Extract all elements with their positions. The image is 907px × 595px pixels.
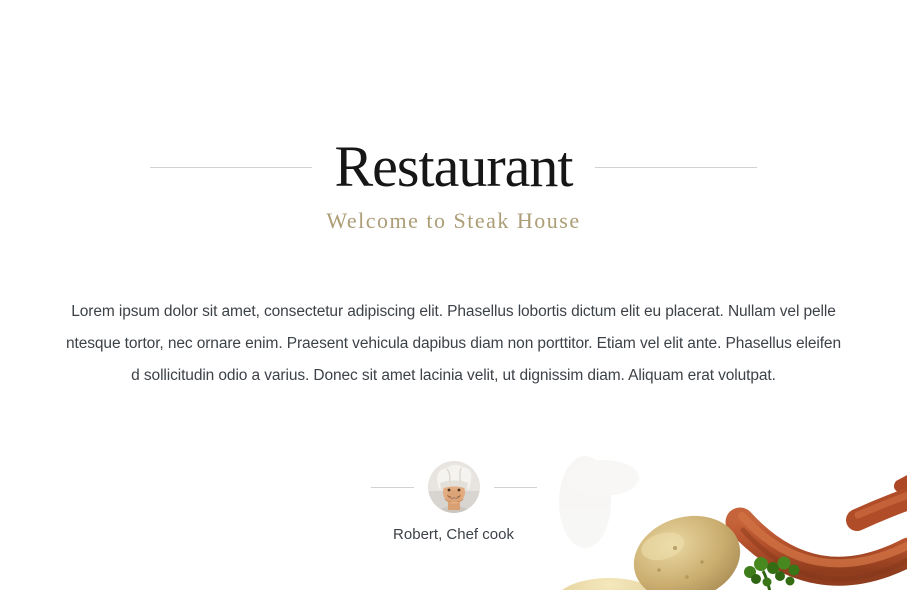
chef-avatar-photo bbox=[428, 461, 480, 513]
intro-line-1: Lorem ipsum dolor sit amet, consectetur adipiscing elit. Phasellus lobortis dictum elit eu placerat. Nullam vel pelle bbox=[71, 303, 836, 320]
food-photo bbox=[537, 430, 907, 590]
intro-line-2: ntesque tortor, nec ornare enim. Praesent vehicula dapibus diam non porttitor. Etiam vel elit ante. Phasellus eleifen bbox=[66, 335, 841, 352]
chef-divider-right bbox=[494, 487, 537, 488]
chef-caption: Robert, Chef cook bbox=[393, 526, 514, 543]
intro-paragraph bbox=[0, 296, 907, 392]
chef-portrait-icon bbox=[428, 461, 480, 513]
chef-divider-left bbox=[371, 487, 414, 488]
title-divider-left bbox=[150, 167, 312, 168]
soft-shadow bbox=[559, 456, 639, 548]
intro-line-3: d sollicitudin odio a varius. Donec sit amet lacinia velit, ut dignissim diam. Aliquam erat volutpat. bbox=[131, 367, 776, 384]
page-subtitle: Welcome to Steak House bbox=[326, 208, 581, 233]
title-divider-right bbox=[595, 167, 757, 168]
food-photo-graphic bbox=[537, 430, 907, 590]
hero-title-row bbox=[0, 134, 907, 199]
page-title: Restaurant bbox=[334, 134, 573, 199]
